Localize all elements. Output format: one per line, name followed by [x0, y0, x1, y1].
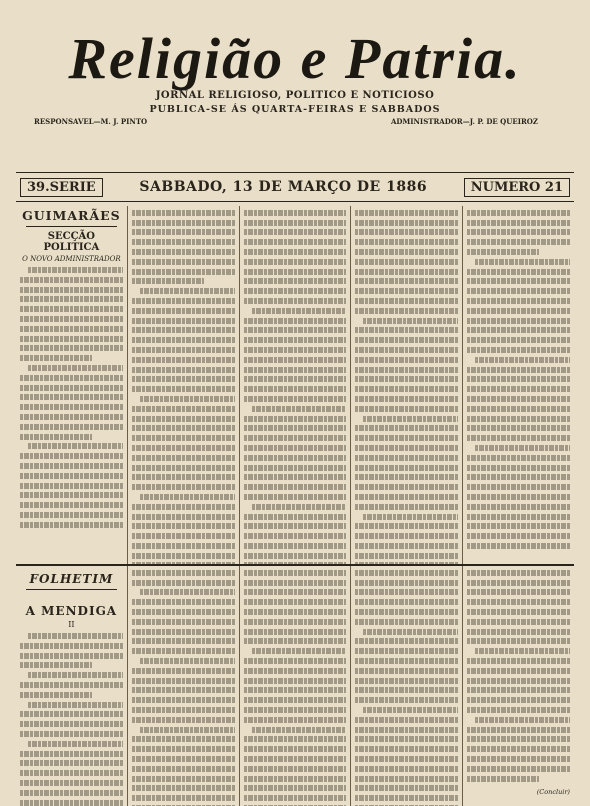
to-be-continued: (Concluir) — [536, 787, 570, 796]
column-5 — [463, 206, 574, 564]
story-title: A MENDIGA — [25, 604, 118, 618]
column-3 — [240, 206, 352, 564]
body-text — [20, 267, 123, 528]
body-text — [355, 210, 458, 564]
column-4 — [351, 206, 463, 564]
body-text — [132, 210, 235, 564]
dateline — [16, 172, 574, 202]
chapter-number: II — [68, 620, 75, 629]
story-text — [244, 570, 347, 806]
folhetim-heading: FOLHETIM — [29, 572, 114, 586]
story-text — [467, 570, 570, 782]
folhetim-section — [16, 566, 574, 806]
column-1 — [16, 206, 128, 564]
rule — [26, 226, 117, 227]
folhetim-column-1 — [16, 566, 128, 806]
newspaper-title: Religião e Patria. — [68, 26, 522, 91]
story-text — [355, 570, 458, 806]
administrator: ADMINISTRADOR—J. P. DE QUEIROZ — [391, 117, 538, 126]
front-page-columns — [16, 206, 574, 564]
issue-date: SABBADO, 13 DE MARÇO DE 1886 — [139, 179, 428, 195]
responsible-editor: RESPONSAVEL—M. J. PINTO — [34, 117, 148, 126]
folhetim-column-5 — [463, 566, 574, 806]
newspaper-subtitle: JORNAL RELIGIOSO, POLITICO E NOTICIOSO — [155, 90, 435, 101]
publication-days: PUBLICA-SE ÁS QUARTA-FEIRAS E SABBADOS — [149, 104, 441, 115]
issue-number: NUMERO 21 — [464, 178, 570, 197]
story-text — [132, 570, 235, 806]
series-label: 39.SERIE — [20, 178, 103, 197]
body-text — [467, 210, 570, 549]
folhetim-column-3 — [240, 566, 352, 806]
article-heading: O NOVO ADMINISTRADOR — [22, 255, 121, 263]
body-text — [244, 210, 347, 564]
story-text — [20, 633, 123, 806]
column-2 — [128, 206, 240, 564]
staff-line — [12, 115, 578, 126]
folhetim-column-2 — [128, 566, 240, 806]
masthead — [12, 28, 578, 170]
section-heading: SECÇÃO POLITICA — [43, 231, 100, 253]
city-heading: GUIMARÃES — [22, 208, 121, 223]
rule — [26, 589, 117, 590]
folhetim-column-4 — [351, 566, 463, 806]
